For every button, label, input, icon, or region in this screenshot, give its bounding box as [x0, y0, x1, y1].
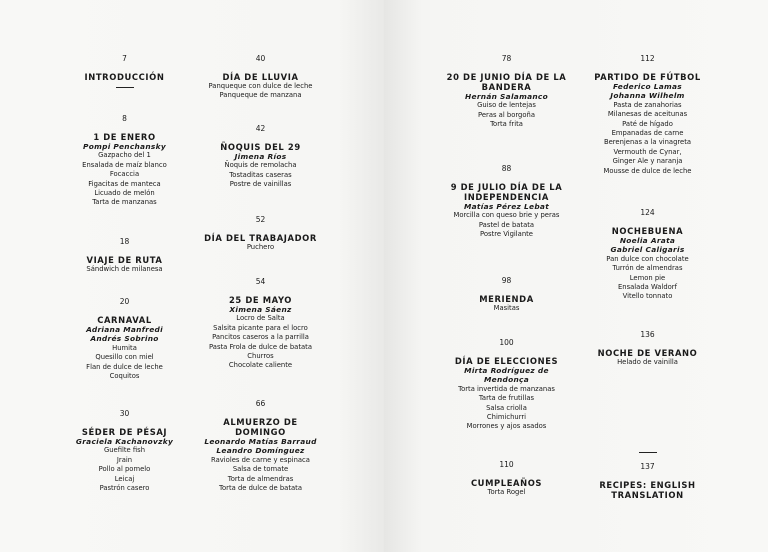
page-number: 40: [255, 54, 266, 63]
page-number: 42: [255, 124, 266, 133]
author-name: Pompi Penchansky: [83, 142, 166, 151]
recipe-name: Panqueque con dulce de leche: [208, 82, 313, 90]
toc-entry[interactable]: [198, 399, 323, 493]
recipe-name: Tostaditas caseras: [229, 170, 292, 179]
author-name: Noelia Arata: [619, 236, 676, 245]
recipe-name: Ensalada de maíz blanco: [82, 160, 167, 169]
toc-entry[interactable]: [198, 124, 323, 190]
toc-entry[interactable]: [62, 297, 187, 381]
toc-entry[interactable]: [444, 54, 569, 130]
page-number: 124: [640, 208, 655, 217]
section-title: INTRODUCCIÓN: [84, 72, 165, 82]
recipe-name: Postre de vainillas: [229, 180, 292, 189]
page-number: 112: [640, 54, 655, 63]
author-name: Leonardo Matías Barraud: [204, 437, 317, 446]
author-name: Matías Pérez Lebat: [463, 202, 550, 211]
recipe-name: Panqueque de manzana: [219, 91, 302, 100]
recipe-name: Locro de Salta: [236, 314, 285, 323]
author-name: Jimena Ríos: [234, 152, 287, 161]
page-number: 110: [499, 460, 514, 469]
author-name: Andrés Sobrino: [90, 334, 159, 344]
recipe-name: Torta frita: [490, 120, 523, 129]
toc-entry[interactable]: [585, 54, 710, 176]
toc-entry[interactable]: [198, 215, 323, 252]
recipe-name: Pastel de batata: [478, 220, 535, 229]
recipe-name: Salsa criolla: [486, 403, 527, 412]
recipe-name: Pasta Frola de dulce de batata: [209, 342, 312, 351]
toc-entry[interactable]: [585, 330, 710, 367]
toc-entry[interactable]: [62, 114, 187, 208]
recipe-name: Postre Vigilante: [479, 230, 533, 239]
section-title: 9 DE JULIO DÍA DE LA INDEPENDENCIA: [450, 182, 563, 202]
recipe-name: Berenjenas a la vinagreta: [603, 138, 692, 147]
recipe-name: Pancitos caseros a la parrilla: [212, 333, 309, 342]
toc-entry[interactable]: [62, 409, 187, 493]
recipe-name: Mousse de dulce de leche: [603, 166, 692, 175]
recipe-name: Pasta de zanahorias: [613, 100, 682, 109]
section-title: ALMUERZO DE DOMINGO: [223, 417, 298, 437]
recipe-name: Tarta de manzanas: [92, 198, 157, 207]
recipe-name: Ginger Ale y naranja: [612, 157, 683, 166]
author-name: Leandro Domínguez: [216, 446, 305, 456]
recipe-name: Morrones y ajos asados: [466, 422, 547, 431]
toc-entry[interactable]: [198, 277, 323, 371]
recipe-name: Pan dulce con chocolate: [606, 254, 689, 263]
toc-entry[interactable]: [62, 237, 187, 274]
page-number: 100: [499, 338, 514, 347]
recipe-name: Jrain: [116, 455, 133, 464]
toc-entry[interactable]: [444, 460, 569, 497]
author-name: Mirta Rodríguez de Mendonça: [464, 366, 549, 385]
recipe-name: Sándwich de milanesa: [86, 265, 163, 273]
section-title: 1 DE ENERO: [93, 132, 156, 142]
recipe-name: Churros: [247, 352, 274, 361]
recipe-name: Torta de almendras: [227, 474, 294, 483]
page-number: 136: [640, 330, 655, 339]
author-name: Hernán Salamanco: [465, 92, 548, 101]
page-number: 8: [122, 114, 127, 123]
section-title: DÍA DEL TRABAJADOR: [204, 233, 317, 243]
recipe-name: Vermouth de Cynar,: [613, 147, 682, 156]
recipe-name: Pollo al pomelo: [98, 465, 151, 474]
author-name: Johanna Wilhelm: [610, 91, 685, 101]
recipe-name: Ravioles de carne y espinaca: [211, 455, 310, 464]
toc-entry[interactable]: [444, 164, 569, 240]
toc-entry[interactable]: [585, 208, 710, 302]
recipe-name: Lemon pie: [629, 273, 666, 282]
toc-entry[interactable]: [62, 54, 187, 88]
right-page: [384, 0, 768, 552]
author-name: Gabriel Caligaris: [610, 245, 685, 255]
page-number: 54: [255, 277, 266, 286]
page-number: 66: [255, 399, 266, 408]
recipe-name: Ensalada Waldorf: [617, 283, 677, 292]
section-title: CUMPLEAÑOS: [470, 478, 543, 488]
recipe-name: Salsita picante para el locro: [213, 323, 308, 332]
section-title: SÉDER DE PÉSAJ: [81, 427, 168, 437]
section-title: CARNAVAL: [97, 315, 152, 325]
page-number: 88: [501, 164, 512, 173]
recipe-name: Turrón de almendras: [612, 264, 683, 273]
recipe-name: Torta Rogel: [487, 488, 526, 496]
recipe-name: Guefilte fish: [103, 446, 146, 455]
section-title: DÍA DE ELECCIONES: [454, 356, 559, 366]
recipe-name: Masitas: [493, 304, 520, 312]
page-number: 7: [122, 54, 127, 63]
recipe-name: Licuado de melón: [94, 189, 155, 198]
recipe-name: Pastrón casero: [99, 484, 150, 493]
toc-entry[interactable]: [585, 452, 710, 500]
recipe-name: Gazpacho del 1: [98, 151, 151, 160]
recipe-name: Paté de hígado: [622, 119, 673, 128]
recipe-name: Guiso de lentejas: [477, 101, 536, 110]
page-number: 30: [119, 409, 130, 418]
recipe-name: Empanadas de carne: [611, 129, 684, 138]
recipe-name: Milanesas de aceitunas: [607, 110, 688, 119]
recipe-name: Ñoquis de remolacha: [224, 161, 297, 170]
author-name: Ximena Sáenz: [229, 305, 292, 314]
section-title: MERIENDA: [479, 294, 534, 304]
page-number: 20: [119, 297, 130, 306]
recipe-name: Torta invertida de manzanas: [458, 384, 555, 393]
section-title: 25 DE MAYO: [228, 295, 293, 305]
recipe-name: Salsa de tomate: [232, 465, 289, 474]
recipe-name: Flan de dulce de leche: [86, 362, 163, 371]
recipe-name: Coquitos: [109, 372, 140, 381]
recipe-name: Peras al borgoña: [477, 110, 535, 119]
page-number: 52: [255, 215, 266, 224]
recipe-name: Tarta de frutillas: [478, 394, 535, 403]
separator-rule: [116, 87, 134, 88]
recipe-name: Figacitas de manteca: [88, 179, 161, 188]
recipe-name: Vitello tonnato: [622, 292, 673, 301]
toc-entry[interactable]: [198, 54, 323, 101]
page-number: 18: [119, 237, 130, 246]
section-title: PARTIDO DE FÚTBOL: [594, 72, 701, 82]
author-name: Graciela Kachanovzky: [75, 437, 174, 446]
page-number: 98: [501, 276, 512, 285]
separator-rule: [639, 452, 657, 453]
section-title: NOCHEBUENA: [611, 226, 684, 236]
recipe-name: Focaccia: [109, 170, 140, 179]
recipe-name: Leicaj: [114, 474, 135, 483]
recipe-name: Puchero: [246, 243, 275, 251]
recipe-name: Chimichurri: [486, 413, 527, 422]
recipe-name: Morcilla con queso brie y peras: [453, 211, 560, 220]
section-title: DÍA DE LLUVIA: [222, 72, 299, 82]
section-title: RECIPES: ENGLISH TRANSLATION: [599, 480, 696, 500]
recipe-name: Chocolate caliente: [228, 361, 293, 370]
toc-entry[interactable]: [444, 276, 569, 313]
section-title: NOCHE DE VERANO: [597, 348, 698, 358]
section-title: ÑOQUIS DEL 29: [220, 142, 301, 152]
recipe-name: Quesillo con miel: [95, 353, 154, 362]
section-title: 20 DE JUNIO DÍA DE LA BANDERA: [446, 72, 567, 92]
toc-entry[interactable]: [444, 338, 569, 432]
author-name: Adriana Manfredi: [86, 325, 163, 334]
recipe-name: Torta de dulce de batata: [219, 484, 302, 493]
page-number: 137: [640, 462, 655, 471]
author-name: Federico Lamas: [613, 82, 682, 91]
recipe-name: Humita: [112, 343, 137, 352]
page-number: 78: [501, 54, 512, 63]
section-title: VIAJE DE RUTA: [86, 255, 163, 265]
recipe-name: Helado de vainilla: [617, 358, 678, 366]
